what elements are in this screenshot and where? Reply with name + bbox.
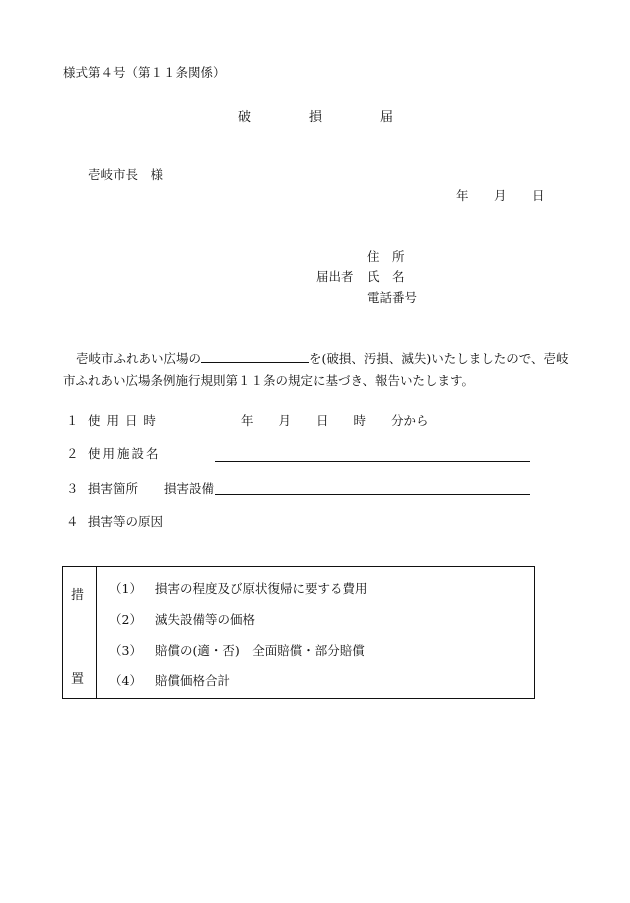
measures-side-bottom: 置 — [71, 672, 85, 687]
date-year: 年 — [456, 188, 469, 203]
measures-side-top: 措 — [71, 588, 85, 603]
title-char-1: 破 — [238, 110, 252, 125]
measure-4-number: （4） — [109, 673, 142, 688]
item-4-number: ４ — [66, 514, 79, 529]
item-3-sublabel: 損害設備 — [164, 481, 215, 496]
applicant-label: 届出者 — [316, 269, 354, 284]
measures-table — [62, 566, 535, 699]
item-3-number: ３ — [66, 481, 79, 496]
addressee: 壱岐市長 様 — [88, 167, 164, 182]
date-month: 月 — [494, 188, 507, 203]
measure-2-number: （2） — [109, 612, 142, 627]
body-line-2: 市ふれあい広場条例施行規則第１１条の規定に基づき、報告いたします。 — [63, 373, 475, 388]
item-1-value: 年 月 日 時 分から — [241, 413, 429, 428]
measure-item-1 — [109, 579, 368, 597]
applicant-phone-label: 電話番号 — [367, 290, 418, 305]
measure-1-text: 損害の程度及び原状復帰に要する費用 — [155, 581, 368, 596]
measure-item-2 — [109, 610, 255, 628]
applicant-name-label: 氏 名 — [367, 269, 405, 284]
date-day: 日 — [532, 188, 545, 203]
applicant-address-label: 住 所 — [367, 249, 405, 264]
item-4-label: 損害等の原因 — [88, 514, 164, 529]
title-char-2: 損 — [309, 110, 323, 125]
body-line-1-after: を(破損、汚損、滅失)いたしましたので、壱岐 — [309, 351, 569, 366]
item-3-blank-line[interactable] — [215, 494, 530, 495]
measure-1-number: （1） — [109, 581, 142, 596]
body-blank-field[interactable] — [201, 362, 309, 363]
measure-3-number: （3） — [109, 643, 142, 658]
measure-4-text: 賠償価格合計 — [155, 673, 231, 688]
item-3-label: 損害箇所 — [88, 481, 139, 496]
title-char-3: 届 — [380, 110, 394, 125]
measure-item-3 — [109, 641, 365, 659]
item-2-blank-line[interactable] — [215, 461, 530, 462]
measure-item-4 — [109, 671, 230, 689]
body-line-1-before: 壱岐市ふれあい広場の — [76, 351, 202, 366]
measure-2-text: 滅失設備等の価格 — [155, 612, 256, 627]
item-1-label: 使 用 日 時 — [88, 413, 157, 428]
body-line-1 — [76, 351, 569, 367]
measures-divider — [96, 567, 97, 698]
item-2-number: ２ — [66, 446, 79, 461]
item-2-label: 使用施設名 — [88, 446, 161, 461]
item-1-number: １ — [66, 413, 79, 428]
form-number: 様式第４号（第１１条関係） — [63, 65, 226, 80]
measure-3-text: 賠償の(適・否) 全面賠償・部分賠償 — [155, 643, 365, 658]
